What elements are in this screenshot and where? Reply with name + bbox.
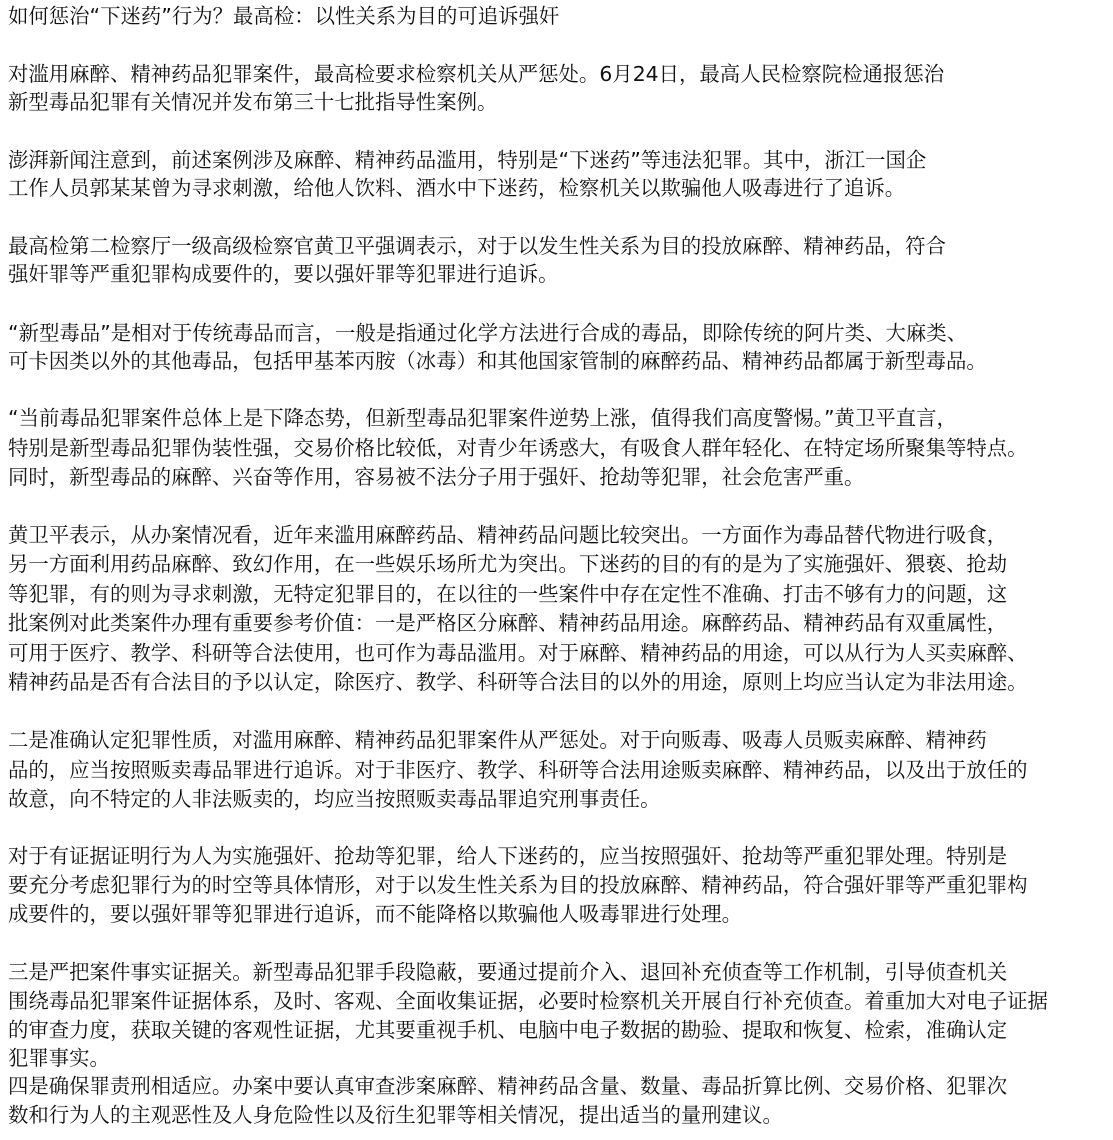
text-line: 新型毒品犯罪有关情况并发布第三十七批指导性案例。 <box>8 90 498 114</box>
text-line: 对滥用麻醉、精神药品犯罪案件，最高检要求检察机关从严惩处。6月24日，最高人民检察院检通报惩治 <box>8 62 945 86</box>
text-line: 围绕毒品犯罪案件证据体系，及时、客观、全面收集证据，必要时检察机关开展自行补充侦查。着重加大对电子证据 <box>8 989 1048 1013</box>
text-line: 特别是新型毒品犯罪伪装性强，交易价格比较低，对青少年诱惑大，有吸食人群年轻化、在特定场所聚集等特点。 <box>8 436 1028 460</box>
text-line: 澎湃新闻注意到，前述案例涉及麻醉、精神药品滥用，特别是“下迷药”等违法犯罪。其中，浙江一国企 <box>8 148 927 172</box>
text-line: 等犯罪，有的则为寻求刺激，无特定犯罪目的，在以往的一些案件中存在定性不准确、打击不够有力的问题，这 <box>8 582 1008 606</box>
text-line: 三是严把案件事实证据关。新型毒品犯罪手段隐蔽，要通过提前介入、退回补充侦查等工作机制，引导侦查机关 <box>8 960 1008 984</box>
text-line: 工作人员郭某某曾为寻求刺激，给他人饮料、酒水中下迷药，检察机关以欺骗他人吸毒进行了追诉。 <box>8 176 906 200</box>
text-line: 可用于医疗、教学、科研等合法使用，也可作为毒品滥用。对于麻醉、精神药品的用途，可以从行为人买卖麻醉、 <box>8 641 1028 665</box>
text-line: 品的，应当按照贩卖毒品罪进行追诉。对于非医疗、教学、科研等合法用途贩卖麻醉、精神药品，以及出于放任的 <box>8 758 1028 782</box>
text-line: 犯罪事实。 <box>8 1046 110 1070</box>
text-line: 批案例对此类案件办理有重要参考价值：一是严格区分麻醉、精神药品用途。麻醉药品、精神药品有双重属性， <box>8 611 1008 635</box>
text-line: 成要件的，要以强奸罪等犯罪进行追诉，而不能降格以欺骗他人吸毒罪进行处理。 <box>8 902 743 926</box>
text-line: 强奸罪等严重犯罪构成要件的，要以强奸罪等犯罪进行追诉。 <box>8 262 559 286</box>
text-line: 二是准确认定犯罪性质，对滥用麻醉、精神药品犯罪案件从严惩处。对于向贩毒、吸毒人员贩卖麻醉、精神药 <box>8 728 987 752</box>
article-title: 如何惩治“下迷药”行为？最高检：以性关系为目的可追诉强奸 <box>8 4 560 28</box>
text-line: 要充分考虑犯罪行为的时空等具体情形，对于以发生性关系为目的投放麻醉、精神药品，符合强奸罪等严重犯罪构 <box>8 873 1028 897</box>
text-line: 精神药品是否有合法目的予以认定，除医疗、教学、科研等合法目的以外的用途，原则上均应当认定为非法用途。 <box>8 670 1028 694</box>
text-line: “新型毒品”是相对于传统毒品而言，一般是指通过化学方法进行合成的毒品，即除传统的阿片类、大麻类、 <box>8 321 968 345</box>
text-line: 对于有证据证明行为人为实施强奸、抢劫等犯罪，给人下迷药的，应当按照强奸、抢劫等严重犯罪处理。特别是 <box>8 844 1008 868</box>
text-line: 黄卫平表示，从办案情况看，近年来滥用麻醉药品、精神药品问题比较突出。一方面作为毒品替代物进行吸食， <box>8 523 1008 547</box>
text-line: 最高检第二检察厅一级高级检察官黄卫平强调表示，对于以发生性关系为目的投放麻醉、精神药品，符合 <box>8 234 946 258</box>
text-line: 另一方面利用药品麻醉、致幻作用，在一些娱乐场所尤为突出。下迷药的目的有的是为了实施强奸、猥亵、抢劫 <box>8 552 1008 576</box>
text-line: 可卡因类以外的其他毒品，包括甲基苯丙胺（冰毒）和其他国家管制的麻醉药品、精神药品都属于新型毒品。 <box>8 349 987 373</box>
text-line: 同时，新型毒品的麻醉、兴奋等作用，容易被不法分子用于强奸、抢劫等犯罪，社会危害严重。 <box>8 465 865 489</box>
text-line: “当前毒品犯罪案件总体上是下降态势，但新型毒品犯罪案件逆势上涨，值得我们高度警惕。”黄卫平直言， <box>8 406 957 430</box>
text-line: 四是确保罪责刑相适应。办案中要认真审查涉案麻醉、精神药品含量、数量、毒品折算比例、交易价格、犯罪次 <box>8 1074 1008 1098</box>
text-line: 数和行为人的主观恶性及人身危险性以及衍生犯罪等相关情况，提出适当的量刑建议。 <box>8 1103 783 1127</box>
text-line: 的审查力度，获取关键的客观性证据，尤其要重视手机、电脑中电子数据的勘验、提取和恢复、检索，准确认定 <box>8 1018 1008 1042</box>
text-line: 故意，向不特定的人非法贩卖的，均应当按照贩卖毒品罪追究刑事责任。 <box>8 787 661 811</box>
